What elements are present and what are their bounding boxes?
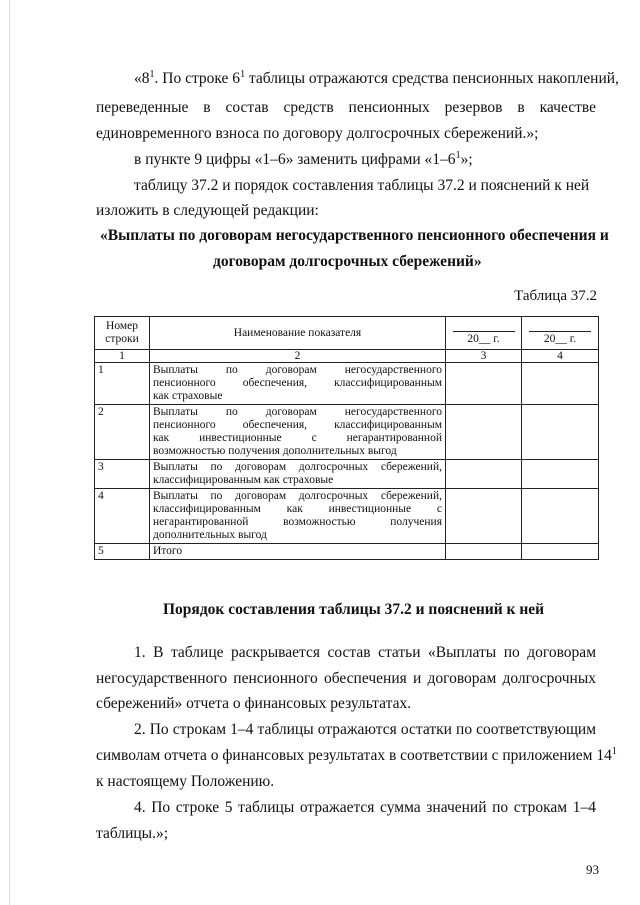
value-cell <box>446 544 522 560</box>
row-label: Выплаты по договорам долгосрочных сбережений, классифицированным как инвестиционные с негарантированной возможностью получения дополнительных выгод <box>150 489 446 544</box>
column-number: 1 <box>95 350 150 363</box>
row-label: Выплаты по договорам долгосрочных сбережений, классифицированным как страховые <box>150 460 446 489</box>
table-heading-line1: «Выплаты по договорам негосударственного пенсионного обеспечения и <box>100 227 609 244</box>
header-row-number: Номер строки <box>95 317 150 350</box>
value-cell <box>522 363 599 405</box>
row-number: 1 <box>95 363 150 405</box>
row-label: Выплаты по договорам негосударственного пенсионного обеспечения, классифицированным как инвестиционные с негарантированной возможностью получения дополнительных выгод <box>150 405 446 460</box>
item4-line1: 4. По строке 5 таблицы отражается сумма значений по строкам 1–4 <box>134 799 596 816</box>
value-cell <box>522 489 599 544</box>
value-cell <box>522 405 599 460</box>
table-caption: Таблица 37.2 <box>514 288 597 304</box>
row-number: 4 <box>95 489 150 544</box>
para1-line3: единовременного взноса по договору долгосрочных сбережений.»; <box>96 125 539 142</box>
table-row <box>95 460 599 489</box>
item1-line2: негосударственного пенсионного обеспечения и договорам долгосрочных <box>96 670 596 687</box>
value-cell <box>522 460 599 489</box>
header-period-1: 20__ г. <box>446 317 522 350</box>
row-label: Итого <box>150 544 446 560</box>
column-number-row <box>95 350 599 363</box>
value-cell <box>446 405 522 460</box>
para1-line2: переведенные в состав средств пенсионных резервов в качестве <box>96 99 596 116</box>
row-number: 2 <box>95 405 150 460</box>
row-number: 3 <box>95 460 150 489</box>
item1-line1: 1. В таблице раскрывается состав статьи «Выплаты по договорам <box>134 644 596 661</box>
header-period-2: 20__ г. <box>522 317 599 350</box>
table-row <box>95 489 599 544</box>
page-edge-line <box>9 0 10 905</box>
value-cell <box>522 544 599 560</box>
para2: в пункте 9 цифры «1–6» заменить цифрами «$1-6^1$»; <box>134 149 473 168</box>
item2-line2: символам отчета о финансовых результатах в соответствии с приложением $14^1$ <box>96 745 617 764</box>
table-heading-line2: договорам долгосрочных сбережений» <box>213 253 482 270</box>
row-label: Выплаты по договорам негосударственного пенсионного обеспечения, классифицированным как страховые <box>150 363 446 405</box>
table-row <box>95 363 599 405</box>
item4-line2: таблицы.»; <box>96 825 169 842</box>
item2-line1: 2. По строкам 1–4 таблицы отражаются остатки по соответствующим <box>134 721 596 738</box>
item2-line3: к настоящему Положению. <box>96 773 275 790</box>
column-number: 3 <box>446 350 522 363</box>
row-number: 5 <box>95 544 150 560</box>
procedure-heading: Порядок составления таблицы 37.2 и пояснений к ней <box>163 601 545 618</box>
value-cell <box>446 489 522 544</box>
table-row-total <box>95 544 599 560</box>
para3-line2: изложить в следующей редакции: <box>96 202 319 219</box>
page-number: 93 <box>586 862 599 877</box>
value-cell <box>446 460 522 489</box>
payments-table <box>94 316 599 560</box>
item1-line3: сбережений» отчета о финансовых результатах. <box>96 695 412 712</box>
para3-line1: таблицу 37.2 и порядок составления таблицы 37.2 и пояснений к ней <box>134 177 590 194</box>
para1-line1: «$8^1$. По строке $6^1$ таблицы отражаются средства пенсионных накоплений, <box>134 68 619 87</box>
table-header-row <box>95 317 599 350</box>
table-row <box>95 405 599 460</box>
header-indicator-name: Наименование показателя <box>150 317 446 350</box>
column-number: 4 <box>522 350 599 363</box>
column-number: 2 <box>150 350 446 363</box>
value-cell <box>446 363 522 405</box>
